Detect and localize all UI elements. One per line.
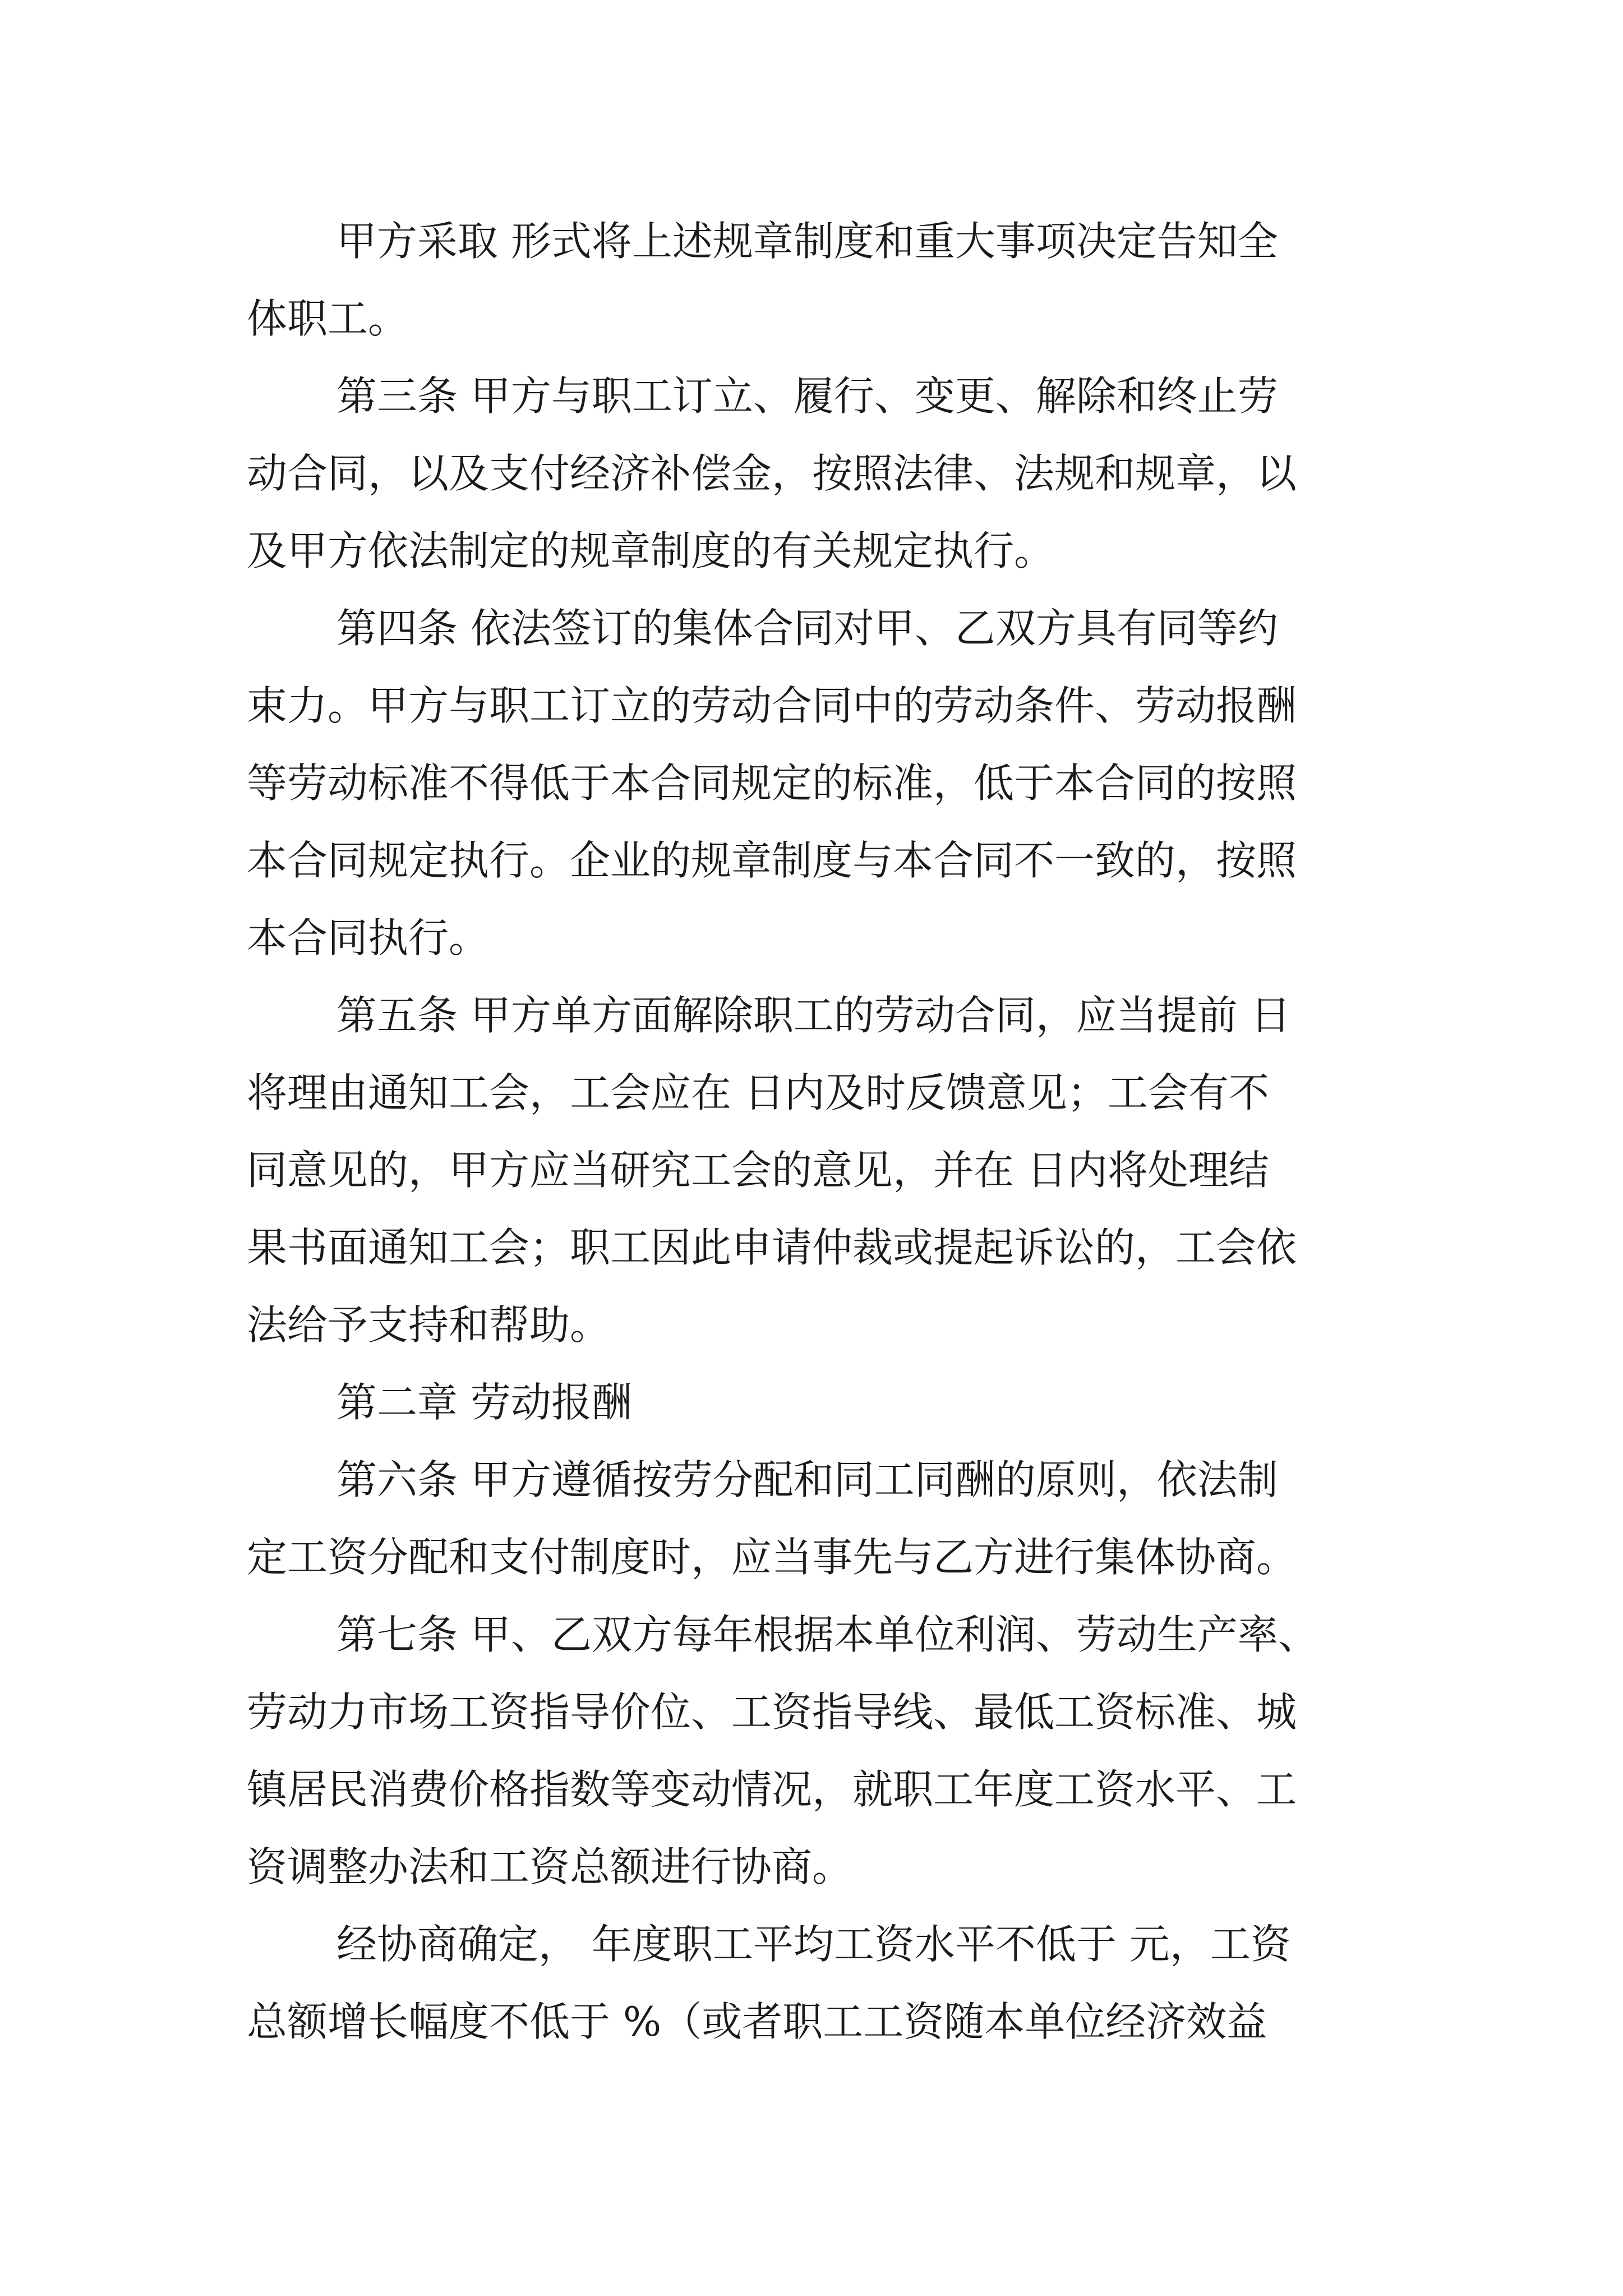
text-line: 本合同规定执行。企业的规章制度与本合同不一致的，按照 xyxy=(247,837,1297,884)
text-line: 同意见的，甲方应当研究工会的意见，并在 日内将处理结 xyxy=(247,1147,1269,1194)
text-line: 第四条 依法签订的集体合同对甲、乙双方具有同等约 xyxy=(336,605,1278,652)
text-line: 第六条 甲方遵循按劳分配和同工同酬的原则，依法制 xyxy=(336,1456,1278,1503)
text-line: 果书面通知工会；职工因此申请仲裁或提起诉讼的，工会依 xyxy=(247,1224,1297,1271)
text-line: 第七条 甲、乙双方每年根据本单位利润、劳动生产率、 xyxy=(336,1611,1318,1658)
text-line: 等劳动标准不得低于本合同规定的标准，低于本合同的按照 xyxy=(247,760,1297,807)
text-line: 定工资分配和支付制度时，应当事先与乙方进行集体协商。 xyxy=(247,1534,1297,1581)
chapter-heading: 第二章 劳动报酬 xyxy=(336,1379,632,1426)
text-line: 镇居民消费价格指数等变动情况，就职工年度工资水平、工 xyxy=(247,1766,1297,1813)
text-line: 第三条 甲方与职工订立、履行、变更、解除和终止劳 xyxy=(336,372,1278,420)
text-line: 第五条 甲方单方面解除职工的劳动合同，应当提前 日 xyxy=(336,992,1291,1039)
text-line: 将理由通知工会，工会应在 日内及时反馈意见；工会有不 xyxy=(247,1069,1269,1116)
text-line: 束力。甲方与职工订立的劳动合同中的劳动条件、劳动报酬 xyxy=(247,682,1297,729)
text-line: 动合同，以及支付经济补偿金，按照法律、法规和规章，以 xyxy=(247,450,1297,497)
text-line: 法给予支持和帮助。 xyxy=(247,1301,611,1349)
text-line: 甲方采取 形式将上述规章制度和重大事项决定告知全 xyxy=(336,218,1278,265)
text-line: 本合同执行。 xyxy=(247,914,490,961)
text-line: 资调整办法和工资总额进行协商。 xyxy=(247,1843,853,1890)
text-line: 体职工。 xyxy=(247,295,409,342)
text-line: 及甲方依法制定的规章制度的有关规定执行。 xyxy=(247,527,1055,574)
text-line: 经协商确定， 年度职工平均工资水平不低于 元，工资 xyxy=(336,1921,1291,1968)
text-line: 劳动力市场工资指导价位、工资指导线、最低工资标准、城 xyxy=(247,1688,1297,1736)
text-line: 总额增长幅度不低于 %（或者职工工资随本单位经济效益 xyxy=(247,1998,1267,2045)
